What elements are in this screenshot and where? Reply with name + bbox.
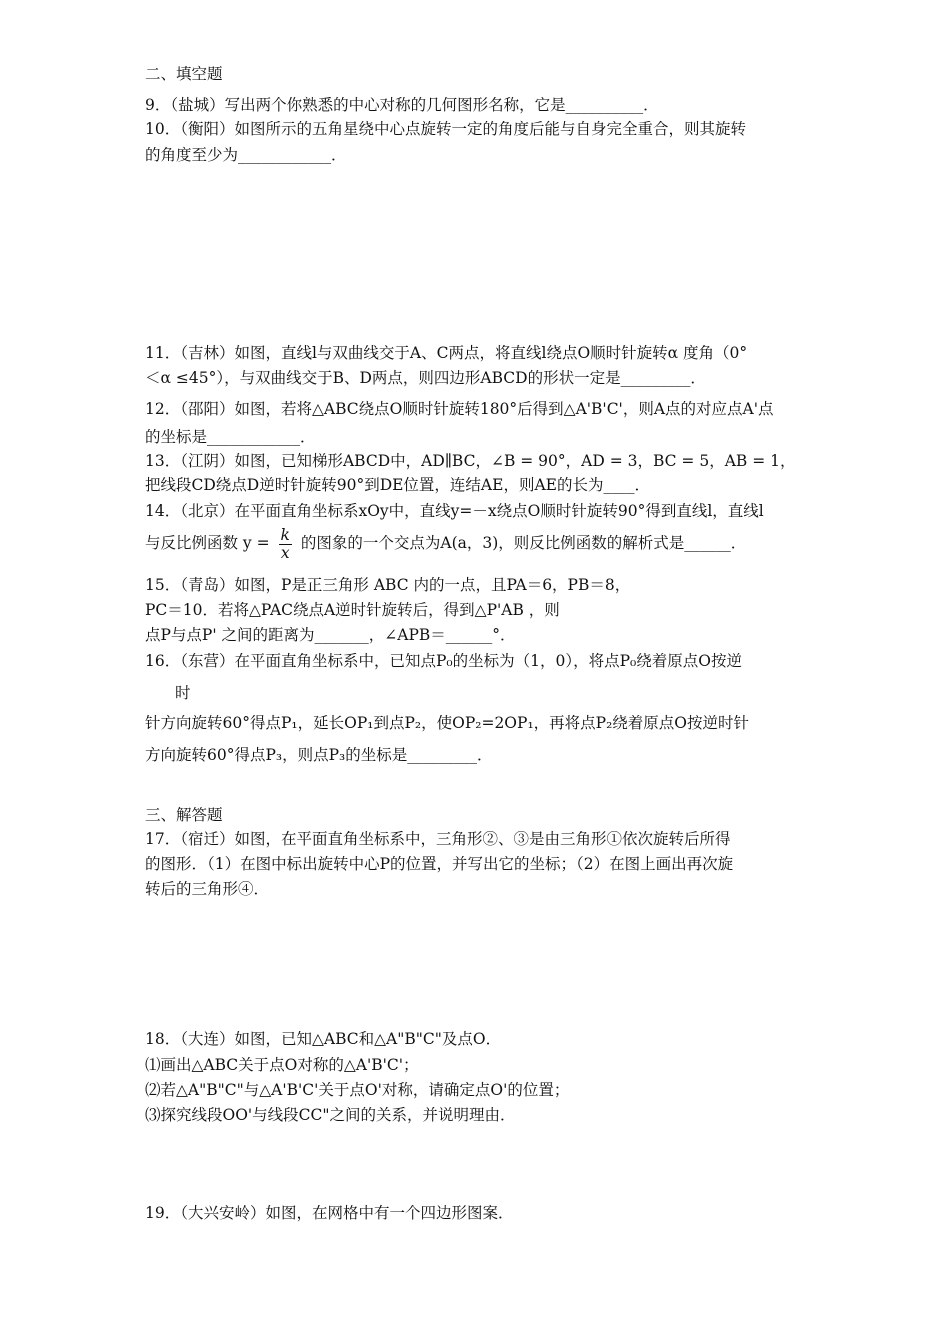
question-17-line-3: 转后的三角形④．: [145, 880, 270, 898]
question-18-part-1: ⑴画出△ABC关于点O对称的△A'B'C'；: [145, 1056, 419, 1074]
question-15-line-3: 点P与点P' 之间的距离为_______，∠APB＝______°．: [145, 626, 516, 644]
question-14-prefix: 与反比例函数 y =: [145, 534, 270, 552]
question-16-line-4: 方向旋转60°得点P₃，则点P₃的坐标是_________．: [145, 746, 493, 764]
question-13-line-2: 把线段CD绕点D逆时针旋转90°到DE位置，连结AE，则AE的长为____．: [145, 476, 650, 494]
fraction-k-over-x: [279, 527, 292, 562]
question-18-part-3: ⑶探究线段OO'与线段CC"之间的关系，并说明理由．: [145, 1106, 516, 1124]
question-11-line-1: 11．（吉林）如图，直线l与双曲线交于A、C两点，将直线l绕点O顺时针旋转α 度角（0°: [145, 344, 748, 362]
question-16-line-2: 时: [175, 684, 191, 702]
question-17-line-1: 17．（宿迁）如图，在平面直角坐标系中，三角形②、③是由三角形①依次旋转后所得: [145, 830, 731, 848]
question-17-line-2: 的图形．（1）在图中标出旋转中心P的位置，并写出它的坐标；（2）在图上画出再次旋: [145, 855, 734, 873]
question-19: 19．（大兴安岭）如图，在网格中有一个四边形图案．: [145, 1204, 514, 1222]
question-9: 9．（盐城）写出两个你熟悉的中心对称的几何图形名称，它是__________．: [145, 96, 659, 114]
question-14-line-1: 14．（北京）在平面直角坐标系xOy中，直线y=－x绕点O顺时针旋转90°得到直线l，直线l: [145, 502, 764, 520]
question-12-line-2: 的坐标是____________．: [145, 428, 316, 446]
question-18-part-2: ⑵若△A"B"C"与△A'B'C'关于点O'对称，请确定点O'的位置；: [145, 1081, 570, 1099]
question-16-line-3: 针方向旋转60°得点P₁，延长OP₁到点P₂，使OP₂=2OP₁，再将点P₂绕着原点O按逆时针: [145, 714, 750, 732]
question-11-line-2: ＜α ≤45°），与双曲线交于B、D两点，则四边形ABCD的形状一定是_________．: [145, 369, 706, 387]
question-15-line-2: PC＝10．若将△PAC绕点A逆时针旋转后，得到△P'AB ，则: [145, 601, 560, 619]
question-10-line-1: 10．（衡阳）如图所示的五角星绕中心点旋转一定的角度后能与自身完全重合，则其旋转: [145, 120, 746, 138]
section-fill-in-blank: 二、填空题: [145, 65, 223, 83]
question-14-line-2: [145, 523, 746, 563]
question-15-line-1: 15．（青岛）如图，P是正三角形 ABC 内的一点，且PA＝6，PB＝8，: [145, 576, 631, 594]
question-10-line-2: 的角度至少为____________．: [145, 146, 347, 164]
fraction-denominator: x: [280, 543, 290, 562]
question-16-line-1: 16．（东营）在平面直角坐标系中，已知点P₀的坐标为（1，0），将点P₀绕着原点O按逆: [145, 652, 742, 670]
fraction-numerator: k: [280, 525, 290, 544]
section-answer: 三、解答题: [145, 806, 223, 824]
question-18-line-1: 18．（大连）如图，已知△ABC和△A"B"C"及点O．: [145, 1030, 502, 1048]
question-14-suffix: 的图象的一个交点为A(a，3)，则反比例函数的解析式是______．: [300, 534, 747, 552]
question-12-line-1: 12．（邵阳）如图，若将△ABC绕点O顺时针旋转180°后得到△A'B'C'，则A点的对应点A'点: [145, 400, 774, 418]
question-13-line-1: 13．（江阴）如图，已知梯形ABCD中，AD∥BC，∠B = 90°，AD = 3，BC = 5，AB = 1，: [145, 452, 796, 470]
